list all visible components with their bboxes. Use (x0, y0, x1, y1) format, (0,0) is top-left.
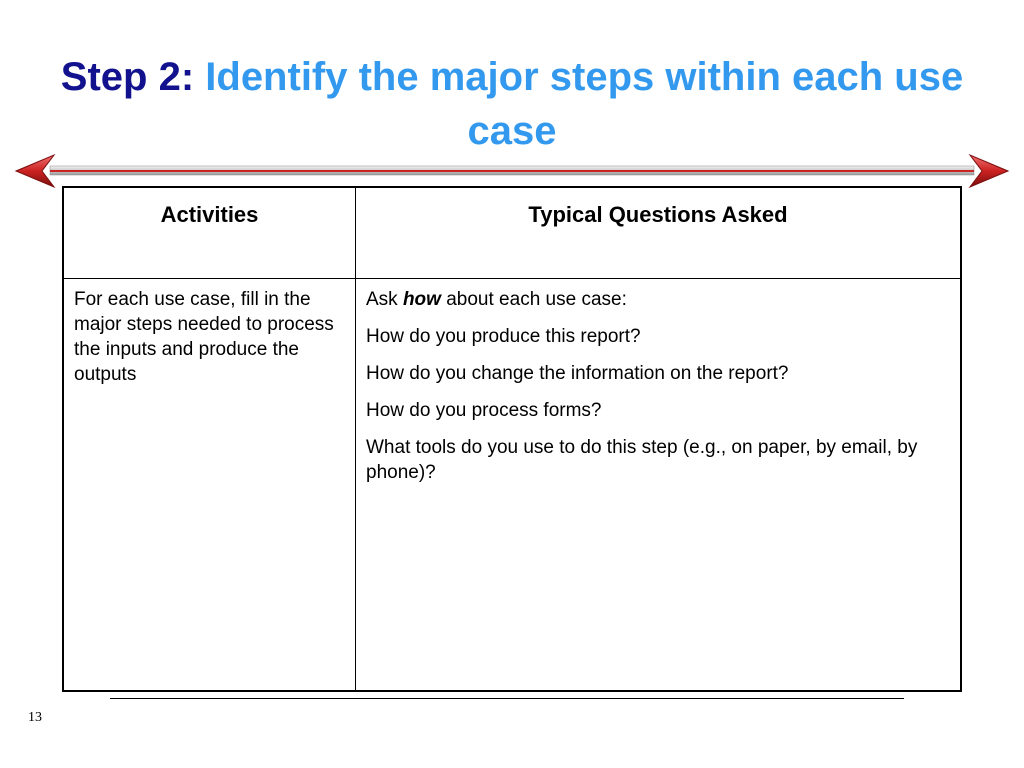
slide-title (40, 50, 984, 158)
question-item: What tools do you use to do this step (e.g., on paper, by email, by phone)? (366, 437, 918, 483)
question-item: How do you produce this report? (366, 326, 641, 347)
footer-divider (110, 698, 904, 699)
question-item: How do you process forms? (366, 400, 602, 421)
page-number: 13 (28, 710, 42, 725)
title-main: Identify the major steps within each use case (205, 55, 964, 153)
emphasis-how: how (402, 289, 441, 310)
activity-text: For each use case, fill in the major steps needed to process the inputs and produce the outputs (74, 289, 334, 385)
questions-cell (356, 279, 960, 690)
questions-intro: Ask how about each use case: (366, 289, 627, 310)
question-item: How do you change the information on the report? (366, 363, 789, 384)
header-activities: Activities (64, 188, 356, 279)
steps-table (62, 186, 962, 692)
activity-cell (64, 279, 356, 690)
title-prefix: Step 2: (60, 55, 195, 99)
header-questions: Typical Questions Asked (356, 188, 960, 279)
